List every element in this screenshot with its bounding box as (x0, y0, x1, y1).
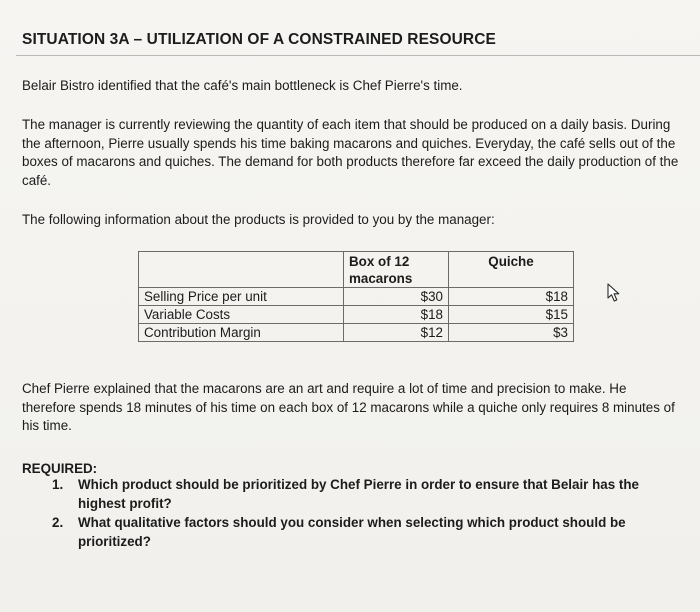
cell-quiche: $3 (449, 324, 574, 342)
chef-note-paragraph: Chef Pierre explained that the macarons are an art and require a lot of time and precision to make. He therefore spends 18 minutes of his time on each box of 12 macarons while a quiche only requires 8 minutes of his time. (22, 381, 675, 433)
list-item (22, 475, 682, 513)
cell-macarons: $12 (344, 324, 449, 342)
info-lead-paragraph: The following information about the products is provided to you by the manager: (22, 212, 495, 227)
mouse-pointer-icon (606, 283, 624, 303)
column-header-macarons: Box of 12 macarons (344, 252, 449, 288)
required-heading: REQUIRED: (22, 461, 98, 476)
cell-macarons: $30 (344, 288, 449, 306)
item-text: What qualitative factors should you consider when selecting which product should be prioritized? (78, 515, 626, 549)
product-table (138, 251, 574, 342)
cell-quiche: $18 (449, 288, 574, 306)
context-paragraph: The manager is currently reviewing the quantity of each item that should be produced on a daily basis. During the afternoon, Pierre usually spends his time baking macarons and quiches. Everyday, the café sells out of the boxes of macarons and quiches. The demand for both products therefore far exceed the daily production of the café. (22, 117, 679, 188)
table-header-row (139, 252, 574, 288)
table-corner-cell (139, 252, 344, 288)
item-number: 1. (52, 477, 64, 492)
title-divider (16, 55, 700, 56)
column-header-quiche: Quiche (449, 252, 574, 288)
list-item (22, 513, 682, 551)
table-row (139, 306, 574, 324)
table-row (139, 288, 574, 306)
item-text: Which product should be prioritized by Chef Pierre in order to ensure that Belair has the highest profit? (78, 477, 639, 511)
intro-paragraph: Belair Bistro identified that the café's main bottleneck is Chef Pierre's time. (22, 78, 463, 93)
cell-quiche: $15 (449, 306, 574, 324)
row-label: Variable Costs (139, 306, 344, 324)
cell-macarons: $18 (344, 306, 449, 324)
row-label: Selling Price per unit (139, 288, 344, 306)
page-title: SITUATION 3A – UTILIZATION OF A CONSTRAINED RESOURCE (22, 31, 496, 48)
required-list (22, 475, 682, 551)
item-number: 2. (52, 515, 64, 530)
table-row (139, 324, 574, 342)
row-label: Contribution Margin (139, 324, 344, 342)
